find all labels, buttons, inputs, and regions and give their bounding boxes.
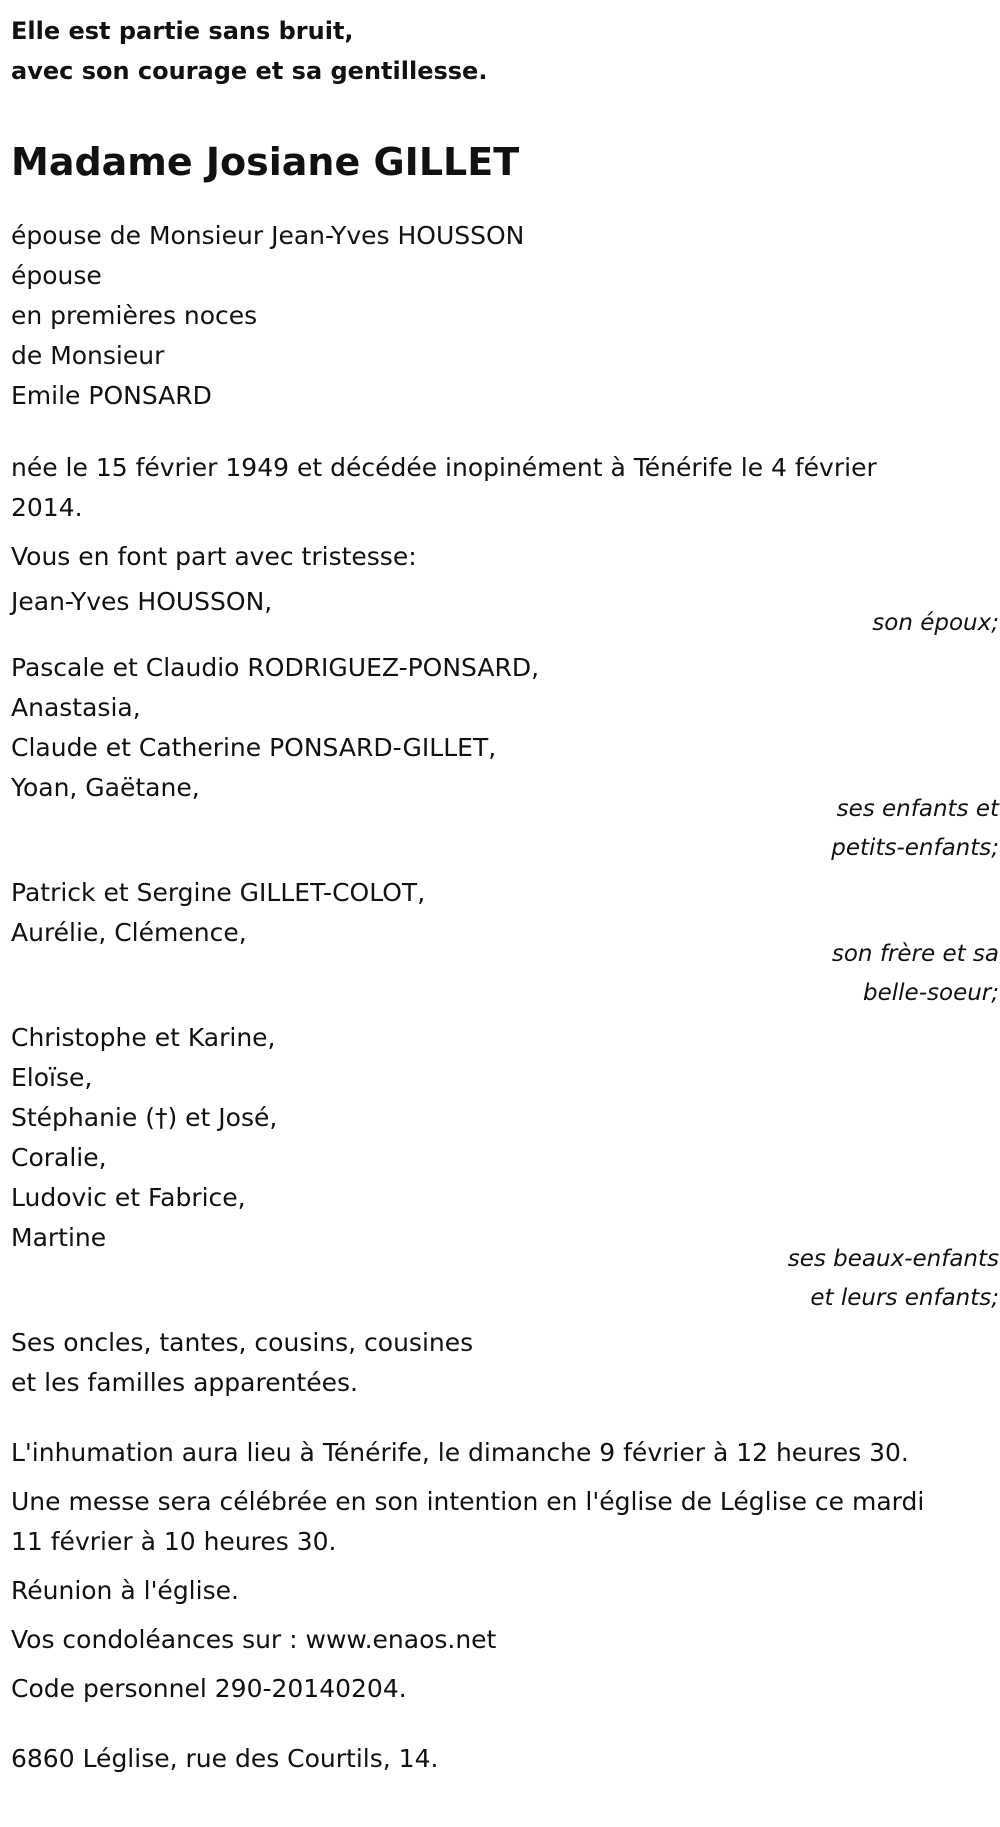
relation-line: ses beaux-enfants	[787, 1246, 999, 1272]
relation-line: son époux;	[872, 610, 999, 636]
address-text: 6860 Léglise, rue des Courtils, 14.	[11, 1744, 439, 1773]
relation-line: belle-soeur;	[863, 980, 999, 1006]
birth-death-line-2: 2014.	[11, 493, 83, 522]
condolences-text: Vos condoléances sur : www.enaos.net	[11, 1625, 497, 1654]
announcement-text: Vous en font part avec tristesse:	[11, 542, 417, 571]
relation-line: son frère et sa	[831, 941, 999, 967]
family-group-sibling	[11, 868, 999, 1013]
relation-label	[11, 1240, 999, 1318]
epigraph-line-1: Elle est partie sans bruit,	[11, 17, 354, 45]
spouse-line-5: Emile PONSARD	[11, 381, 212, 410]
code-block	[11, 1660, 999, 1709]
family-name-line: Martine	[11, 1223, 107, 1252]
birth-death-line-1: née le 15 février 1949 et décédée inopinément à Ténérife le 4 février	[11, 453, 877, 482]
family-name-line: Yoan, Gaëtane,	[11, 773, 200, 802]
spouse-line-2: épouse	[11, 261, 102, 290]
birth-death-block	[11, 416, 999, 528]
meeting-text: Réunion à l'église.	[11, 1576, 239, 1605]
family-name-line: Stéphanie (†) et José,	[11, 1103, 278, 1132]
extended-family-line-2: et les familles apparentées.	[11, 1368, 358, 1397]
family-name-line: Anastasia,	[11, 693, 141, 722]
mass-line-1: Une messe sera célébrée en son intention en l'église de Léglise ce mardi	[11, 1487, 925, 1516]
meeting-block	[11, 1562, 999, 1611]
obituary-column	[11, 0, 999, 1779]
condolences-block	[11, 1611, 999, 1660]
extended-family-line-1: Ses oncles, tantes, cousins, cousines	[11, 1328, 474, 1357]
spouse-line-3: en premières noces	[11, 301, 258, 330]
burial-text: L'inhumation aura lieu à Ténérife, le dimanche 9 février à 12 heures 30.	[11, 1438, 909, 1467]
family-name-line: Aurélie, Clémence,	[11, 918, 247, 947]
address-block	[11, 1709, 999, 1779]
burial-block	[11, 1403, 999, 1473]
announcement-block	[11, 528, 999, 577]
family-name-line: Jean-Yves HOUSSON,	[11, 587, 273, 616]
family-name-line: Claude et Catherine PONSARD-GILLET,	[11, 733, 497, 762]
relation-line: ses enfants et	[836, 796, 999, 822]
family-name-line: Patrick et Sergine GILLET-COLOT,	[11, 878, 426, 907]
extended-family-block	[11, 1318, 999, 1403]
epigraph	[11, 0, 999, 91]
family-name-line: Coralie,	[11, 1143, 107, 1172]
relation-line: petits-enfants;	[831, 835, 999, 861]
family-group-stepchildren	[11, 1013, 999, 1318]
family-group-spouse	[11, 577, 999, 643]
spouse-line-4: de Monsieur	[11, 341, 165, 370]
mass-line-2: 11 février à 10 heures 30.	[11, 1527, 337, 1556]
family-name-line: Pascale et Claudio RODRIGUEZ-PONSARD,	[11, 653, 540, 682]
epigraph-line-2: avec son courage et sa gentillesse.	[11, 57, 488, 85]
family-name-line: Eloïse,	[11, 1063, 93, 1092]
spouse-line-1: épouse de Monsieur Jean-Yves HOUSSON	[11, 221, 525, 250]
deceased-name-title: Madame Josiane GILLET	[11, 140, 520, 184]
family-group-children	[11, 643, 999, 868]
personal-code-text: Code personnel 290-20140204.	[11, 1674, 407, 1703]
relation-line: et leurs enfants;	[810, 1285, 999, 1311]
family-name-line: Ludovic et Fabrice,	[11, 1183, 246, 1212]
mass-block	[11, 1473, 999, 1562]
spouse-block	[11, 185, 999, 416]
family-name-line: Christophe et Karine,	[11, 1023, 276, 1052]
